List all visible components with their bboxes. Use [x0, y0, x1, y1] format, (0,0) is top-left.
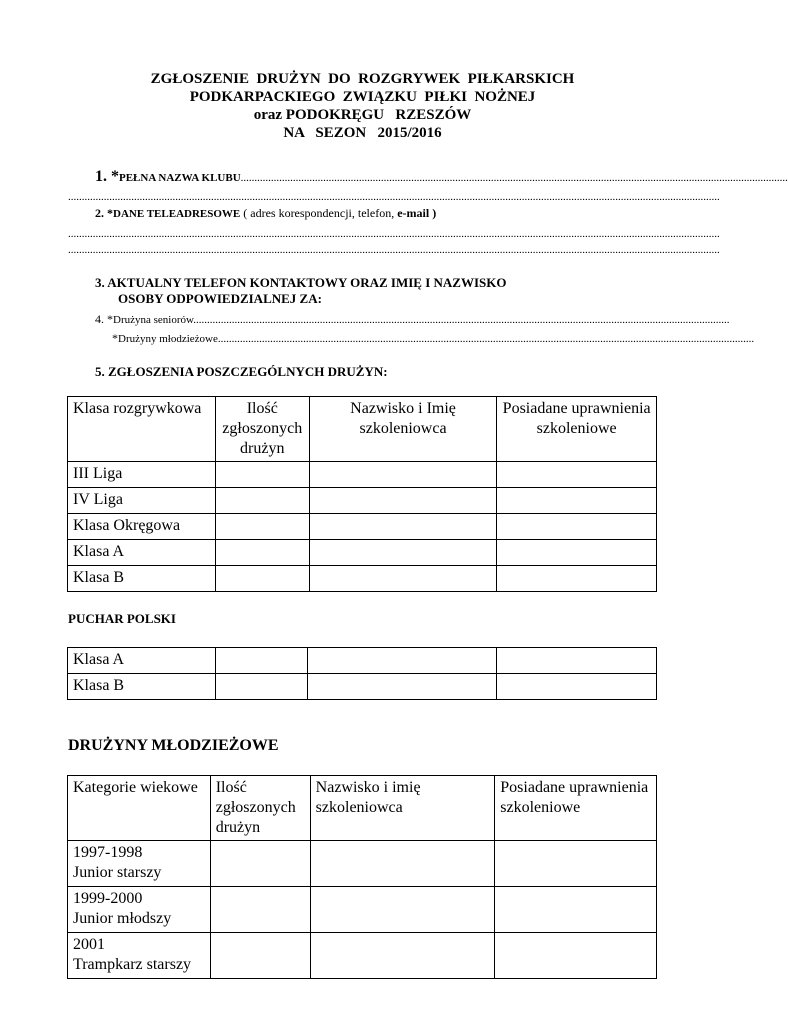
youth-label: Drużyny młodzieżowe	[118, 333, 218, 345]
input-cell[interactable]	[495, 841, 657, 887]
address-field	[95, 206, 655, 221]
youth-category: Junior starszy	[73, 864, 162, 881]
youth-row-label	[68, 933, 211, 979]
address-email: e-mail )	[397, 206, 437, 220]
cup-heading: PUCHAR POLSKI	[68, 611, 176, 626]
senior-table-header	[68, 397, 657, 462]
seniors-number: 4. *	[95, 312, 113, 326]
title-line-2: PODKARPACKIEGO ZWIĄZKU PIŁKI NOŻNEJ	[189, 89, 536, 105]
seniors-label: Drużyna seniorów	[113, 314, 194, 326]
address-label: DANE TELEADRESOWE	[113, 208, 241, 220]
input-cell[interactable]	[309, 566, 497, 592]
input-cell[interactable]	[215, 566, 309, 592]
seniors-field	[95, 312, 730, 327]
input-cell[interactable]	[210, 841, 310, 887]
youth-star: *	[112, 331, 118, 345]
input-cell[interactable]	[215, 540, 309, 566]
senior-row-label: III Liga	[68, 462, 216, 488]
senior-table	[67, 396, 657, 592]
address-dots-1: .............................................................................................................................................................................................................................................	[68, 228, 720, 240]
youth-header-coach: Nazwisko i imię szkoleniowca	[310, 776, 495, 841]
input-cell[interactable]	[497, 462, 657, 488]
input-cell[interactable]	[215, 488, 309, 514]
youth-header-category: Kategorie wiekowe	[68, 776, 211, 841]
input-cell[interactable]	[215, 462, 309, 488]
input-cell[interactable]	[309, 540, 497, 566]
senior-header-license: Posiadane uprawnienia szkoleniowe	[497, 397, 657, 462]
section-5-heading: 5. ZGŁOSZENIA POSZCZEGÓLNYCH DRUŻYN:	[95, 364, 388, 379]
table-row	[68, 887, 657, 933]
club-name-dots: .......................................................................................................................................................................................................	[240, 172, 788, 184]
cup-row-label: Klasa A	[68, 648, 216, 674]
senior-header-count: Ilość zgłoszonych drużyn	[215, 397, 309, 462]
senior-row-label: Klasa Okręgowa	[68, 514, 216, 540]
club-name-field	[95, 168, 788, 185]
table-row	[68, 648, 657, 674]
table-row	[68, 933, 657, 979]
table-row	[68, 540, 657, 566]
input-cell[interactable]	[497, 648, 657, 674]
youth-header-license: Posiadane uprawnienia szkoleniowe	[495, 776, 657, 841]
youth-years: 1997-1998	[73, 844, 143, 861]
club-name-dots-2: .............................................................................................................................................................................................................................................	[68, 191, 720, 203]
seniors-dots: ...................................................................................................................................................................................................	[193, 314, 730, 326]
senior-header-coach: Nazwisko i Imię szkoleniowca	[309, 397, 497, 462]
input-cell[interactable]	[309, 514, 497, 540]
input-cell[interactable]	[309, 488, 497, 514]
section-3-line-2: OSOBY ODPOWIEDZIALNEJ ZA:	[118, 291, 322, 306]
form-title	[0, 70, 725, 142]
input-cell[interactable]	[215, 648, 307, 674]
youth-heading: DRUŻYNY MŁODZIEŻOWE	[68, 737, 279, 754]
table-row	[68, 674, 657, 700]
table-row	[68, 488, 657, 514]
youth-row-label	[68, 887, 211, 933]
title-line-1: ZGŁOSZENIE DRUŻYN DO ROZGRYWEK PIŁKARSKICH	[150, 71, 575, 87]
club-name-number: 1. *	[95, 168, 119, 185]
youth-category: Junior młodszy	[73, 910, 172, 927]
input-cell[interactable]	[310, 887, 495, 933]
input-cell[interactable]	[307, 674, 497, 700]
senior-row-label: Klasa A	[68, 540, 216, 566]
youth-row-label	[68, 841, 211, 887]
input-cell[interactable]	[497, 514, 657, 540]
youth-table	[67, 775, 657, 979]
title-line-4: NA SEZON 2015/2016	[283, 125, 442, 141]
input-cell[interactable]	[310, 841, 495, 887]
table-row	[68, 514, 657, 540]
input-cell[interactable]	[497, 566, 657, 592]
address-number: 2. *	[95, 206, 113, 220]
input-cell[interactable]	[309, 462, 497, 488]
input-cell[interactable]	[495, 887, 657, 933]
input-cell[interactable]	[210, 933, 310, 979]
cup-table	[67, 647, 657, 700]
table-row	[68, 566, 657, 592]
input-cell[interactable]	[215, 514, 309, 540]
address-hint: ( adres korespondencji, telefon,	[240, 206, 398, 220]
table-row	[68, 462, 657, 488]
youth-table-header	[68, 776, 657, 841]
senior-header-class: Klasa rozgrywkowa	[68, 397, 216, 462]
input-cell[interactable]	[497, 674, 657, 700]
input-cell[interactable]	[497, 540, 657, 566]
youth-years: 2001	[73, 936, 105, 953]
youth-category: Trampkarz starszy	[73, 956, 192, 973]
club-name-label: PEŁNA NAZWA KLUBU	[119, 172, 241, 184]
table-row	[68, 841, 657, 887]
input-cell[interactable]	[215, 674, 307, 700]
input-cell[interactable]	[495, 933, 657, 979]
senior-row-label: IV Liga	[68, 488, 216, 514]
title-line-3: oraz PODOKRĘGU RZESZÓW	[253, 107, 472, 123]
senior-row-label: Klasa B	[68, 566, 216, 592]
input-cell[interactable]	[497, 488, 657, 514]
input-cell[interactable]	[307, 648, 497, 674]
youth-years: 1999-2000	[73, 890, 143, 907]
section-3-line-1: 3. AKTUALNY TELEFON KONTAKTOWY ORAZ IMIĘ I NAZWISKO	[95, 275, 507, 290]
input-cell[interactable]	[310, 933, 495, 979]
cup-row-label: Klasa B	[68, 674, 216, 700]
youth-header-count: Ilość zgłoszonych drużyn	[210, 776, 310, 841]
input-cell[interactable]	[210, 887, 310, 933]
address-dots-2: .............................................................................................................................................................................................................................................	[68, 244, 720, 256]
youth-field	[112, 331, 755, 346]
youth-dots: ...................................................................................................................................................................................................	[217, 333, 755, 345]
